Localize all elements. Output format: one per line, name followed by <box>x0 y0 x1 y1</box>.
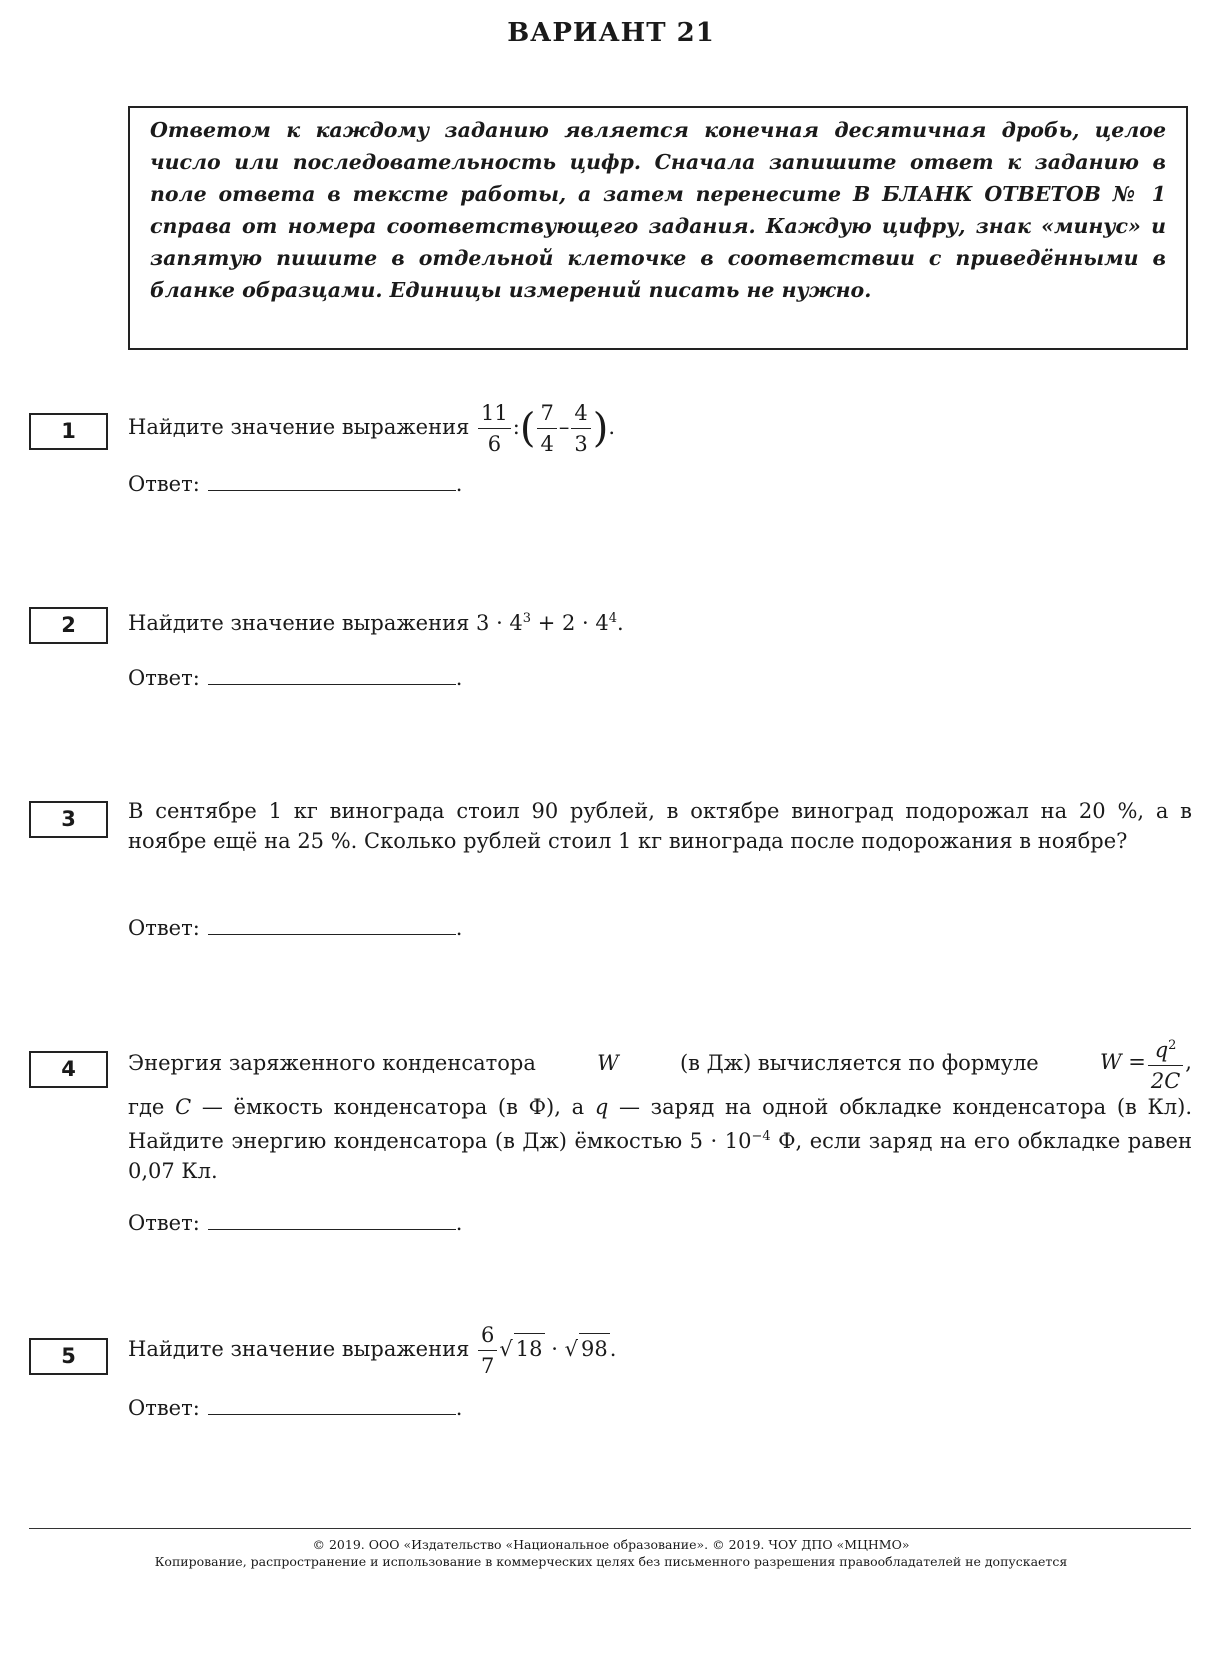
footer-copyright: © 2019. ООО «Издательство «Национальное образование». © 2019. ЧОУ ДПО «МЦНМО» <box>312 1537 910 1552</box>
task-number-4: 4 <box>29 1051 108 1088</box>
task-5-prompt: Найдите значение выражения <box>128 1337 470 1361</box>
fraction-4-3: $\frac{4}{3}$ <box>571 398 590 459</box>
task-4-formula: W = $\frac{q^2}{2C}$ , <box>1100 1031 1192 1096</box>
page-title: ВАРИАНТ 21 <box>507 18 715 48</box>
task-1-expression: $\frac{11}{6}$ :( $\frac{7}{4}$ – $\frac{4}{3}$ ). <box>476 415 615 439</box>
footer-notice: Копирование, распространение и использование в коммерческих целях без письменного разрешения правообладателей не допускается <box>154 1554 1068 1569</box>
task-1-prompt: Найдите значение выражения <box>128 415 470 439</box>
task-1-text <box>128 398 615 459</box>
instructions-box: Ответом к каждому заданию является конечная десятичная дробь, целое число или последовательность цифр. Сначала запишите ответ к заданию в поле ответа в тексте работы, а затем перенесите В БЛАНК ОТВЕТОВ № 1 справа от номера соответствующего задания. Каждую цифру, знак «минус» и запятую пишите в отдельной клеточке в соответствии с приведёнными в бланке образцами. Единицы измерений писать не нужно. <box>128 106 1188 350</box>
fraction-11-6: $\frac{11}{6}$ <box>478 398 511 459</box>
task-2-expression: $3 \cdot 4^3 + 2 \cdot 4^4$. <box>476 611 624 635</box>
answer-field-2[interactable] <box>208 662 456 685</box>
task-number-5: 5 <box>29 1338 108 1375</box>
task-2-text <box>128 604 1192 638</box>
task-5-text <box>128 1320 616 1381</box>
fraction-7-4: $\frac{7}{4}$ <box>537 398 556 459</box>
task-3-text: В сентябре 1 кг винограда стоил 90 рублей, в октябре виноград подорожал на 20 %, а в ноябре ещё на 25 %. Сколько рублей стоил 1 кг винограда после подорожания в ноябре? <box>128 799 1192 853</box>
task-number-2: 2 <box>29 607 108 644</box>
task-3-answer: Ответ: . <box>128 912 462 943</box>
task-2-prompt: Найдите значение выражения <box>128 611 470 635</box>
answer-field-1[interactable] <box>208 468 456 491</box>
answer-field-5[interactable] <box>208 1392 456 1415</box>
footer-divider <box>29 1528 1191 1529</box>
task-4-answer: Ответ: . <box>128 1207 462 1238</box>
task-number-3: 3 <box>29 801 108 838</box>
task-2-answer: Ответ: . <box>128 662 462 693</box>
answer-field-4[interactable] <box>208 1207 456 1230</box>
task-5-expression: $\frac{6}{7}$ √ 18 · √ 98. <box>476 1337 616 1361</box>
task-1-answer: Ответ: . <box>128 468 462 499</box>
task-4-text: Энергия заряженного конденсатора W (в Дж) вычисляется по формуле W = $\frac{q^2}{2C}$ , где C — ёмкость конденсатора (в Ф), а q — заряд на одной обкладке конденсатора (в Кл). Найдите энергию конденсатора (в Дж) ёмкостью $5 \cdot 10^{-4}$ Ф, если заряд на его обкладке равен 0,07 Кл. <box>128 1034 1192 1186</box>
answer-field-3[interactable] <box>208 912 456 935</box>
task-5-answer: Ответ: . <box>128 1392 462 1423</box>
task-number-1: 1 <box>29 413 108 450</box>
